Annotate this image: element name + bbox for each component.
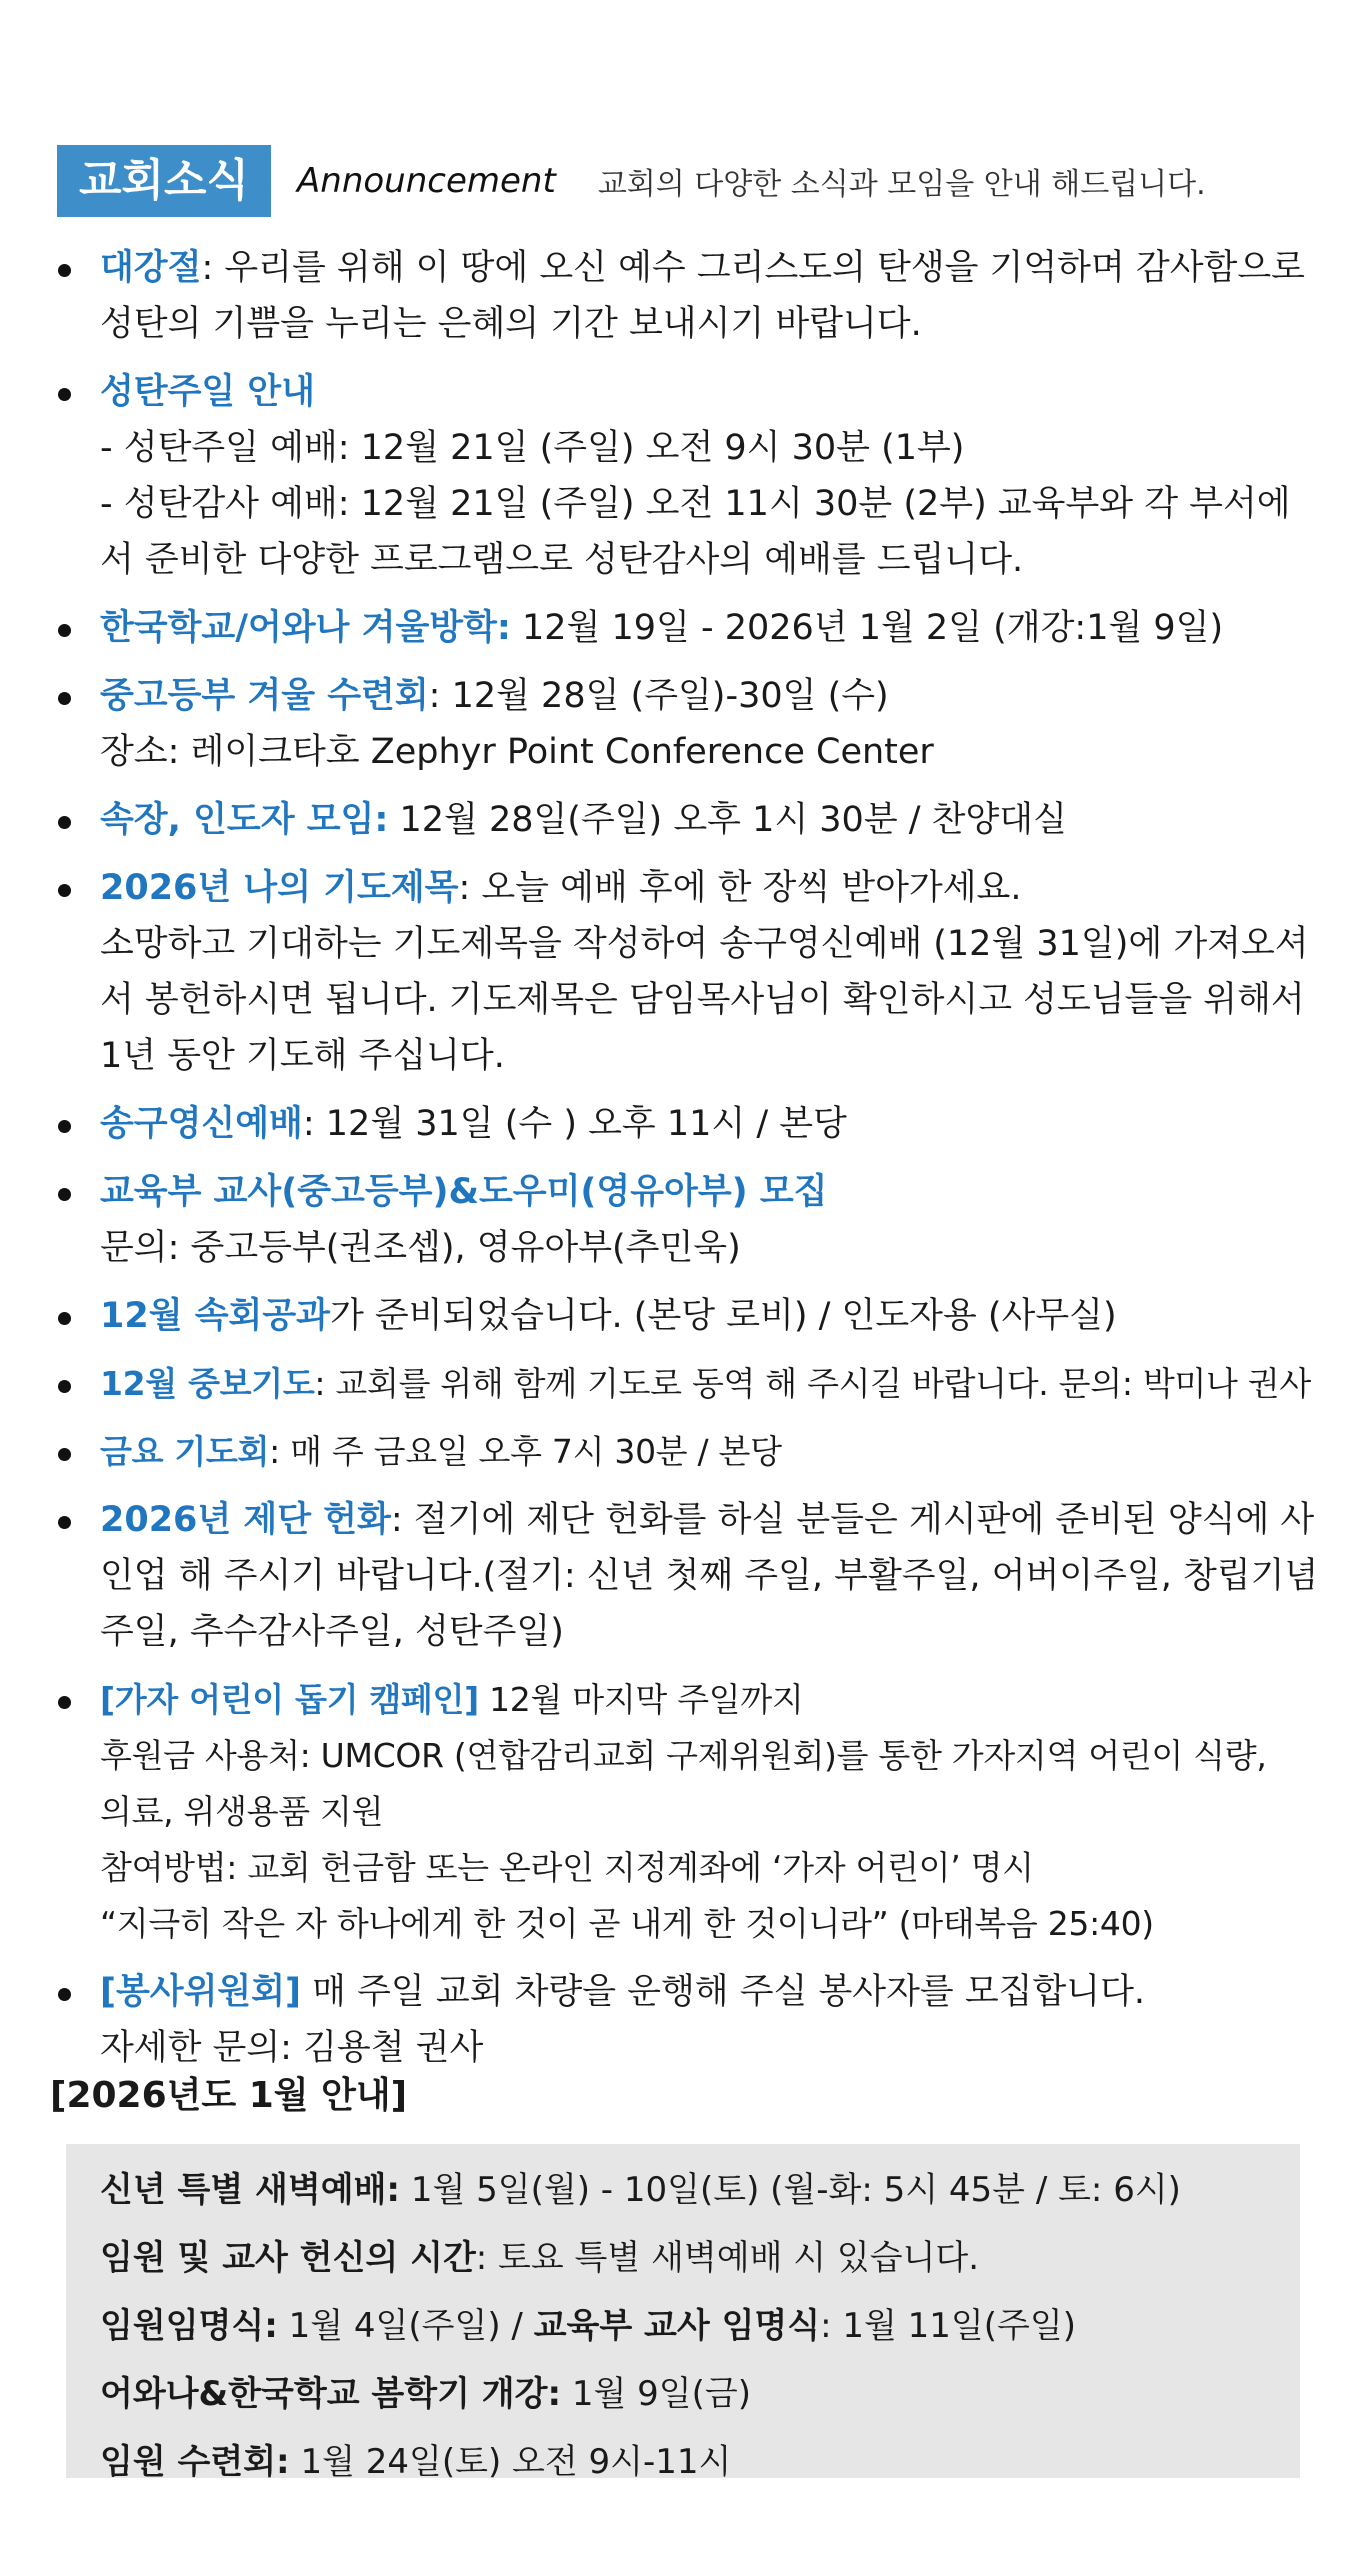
announcement-item-service [58,1964,1320,2076]
item-title: 성탄주일 안내 [100,372,316,412]
item-line: 자세한 문의: 김용철 권사 [100,2028,484,2068]
item-line: 서 준비한 다양한 프로그램으로 성탄감사의 예배를 드립니다. [100,540,1024,580]
item-title: 대강절 [100,248,202,288]
item-line: “지극히 작은 자 하나에게 한 것이 곧 내게 한 것이니라” (마태복음 25:40) [100,1904,1154,1943]
item-first-line [100,600,1320,656]
item-text: : 매 주 금요일 오후 7시 30분 / 본당 [269,1432,782,1471]
section-english-title: Announcement [297,161,556,201]
item-text: 12월 19일 - 2026년 1월 2일 (개강:1월 9일) [510,608,1224,648]
january-row-label: 임원 수련회: [100,2442,290,2482]
item-title: 2026년 나의 기도제목 [100,868,459,908]
january-row-text: : 1월 11일(주일) [820,2306,1076,2346]
item-title: 송구영신예배 [100,1104,303,1144]
item-first-line [100,364,1320,420]
item-first-line [100,240,1320,296]
item-line: 1년 동안 기도해 주십니다. [100,1036,505,1076]
item-line: 성탄의 기쁨을 누리는 은혜의 기간 보내시기 바랍니다. [100,304,922,344]
announcement-item-teachers [58,1164,1320,1276]
item-first-line [100,1424,1320,1480]
item-title: 중고등부 겨울 수련회 [100,676,429,716]
item-text: : 12월 31일 (수 ) 오후 11시 / 본당 [302,1104,847,1144]
bullet-dot [58,1120,71,1133]
bullet-dot [58,884,71,897]
item-first-line [100,792,1320,848]
item-title: 2026년 제단 헌화 [100,1500,391,1540]
item-first-line [100,860,1320,916]
january-row-text: 1월 5일(월) - 10일(토) (월-화: 5시 45분 / 토: 6시) [400,2170,1181,2210]
item-title: 12월 속회공과 [100,1296,330,1336]
bullet-dot [58,816,71,829]
announcement-item-christmas [58,364,1320,588]
item-text: : 교회를 위해 함께 기도로 동역 해 주시길 바랍니다. 문의: 박미나 권사 [314,1364,1311,1403]
item-line: - 성탄감사 예배: 12월 21일 (주일) 오전 11시 30분 (2부) 교육부와 각 부서에 [100,484,1291,524]
item-line: 의료, 위생용품 지원 [100,1792,384,1831]
announcement-item-retreat [58,668,1320,780]
january-row-label: 신년 특별 새벽예배: [100,2170,401,2210]
item-title: 한국학교/어와나 겨울방학: [100,608,511,648]
item-first-line [100,1288,1320,1344]
announcement-item-prayer-topic [58,860,1320,1084]
january-row-label: 어와나&한국학교 봄학기 개강: [100,2374,562,2414]
january-row [100,2224,1300,2292]
item-first-line [100,1672,1320,1728]
item-title: 금요 기도회 [100,1432,270,1471]
announcement-item-new-year-eve [58,1096,1320,1152]
announcement-item-booklet [58,1288,1320,1344]
announcement-item-winter-break [58,600,1320,656]
announcement-item-friday [58,1424,1320,1480]
bullet-dot [58,1448,71,1461]
bullet-dot [58,1188,71,1201]
item-text: 12월 28일(주일) 오후 1시 30분 / 찬양대실 [388,800,1067,840]
item-line: 서 봉헌하시면 됩니다. 기도제목은 담임목사님이 확인하시고 성도님들을 위해서 [100,980,1305,1020]
item-title: 12월 중보기도 [100,1364,315,1403]
item-line: 문의: 중고등부(권조셉), 영유아부(추민욱) [100,1228,741,1268]
bullet-dot [58,1988,71,2001]
january-row [100,2292,1300,2360]
bullet-dot [58,264,71,277]
item-line: 소망하고 기대하는 기도제목을 작성하여 송구영신예배 (12월 31일)에 가져오셔 [100,924,1309,964]
section-header [57,145,1206,217]
section-subtitle: 교회의 다양한 소식과 모임을 안내 해드립니다. [597,167,1206,202]
item-text: 매 주일 교회 차량을 운행해 주실 봉사자를 모집합니다. [301,1972,1145,2012]
item-first-line [100,1964,1320,2020]
item-title: [봉사위원회] [100,1972,302,2012]
announcement-item-gaza [58,1672,1320,1952]
item-title: 속장, 인도자 모임: [100,800,389,840]
january-row [100,2156,1300,2224]
item-first-line [100,1356,1320,1412]
item-line: - 성탄주일 예배: 12월 21일 (주일) 오전 9시 30분 (1부) [100,428,965,468]
january-row-label: 임원임명식: [100,2306,278,2346]
january-row [100,2360,1300,2428]
item-text: 12월 마지막 주일까지 [478,1680,804,1719]
announcement-item-leaders [58,792,1320,848]
bullet-dot [58,1516,71,1529]
bullet-dot [58,1696,71,1709]
item-first-line [100,1492,1320,1548]
announcement-item-altar [58,1492,1320,1660]
item-line: 참여방법: 교회 헌금함 또는 온라인 지정계좌에 ‘가자 어린이’ 명시 [100,1848,1034,1887]
item-text: : 우리를 위해 이 땅에 오신 예수 그리스도의 탄생을 기억하며 감사함으로 [201,248,1305,288]
item-line: 장소: 레이크타호 Zephyr Point Conference Center [100,732,934,772]
item-title: 교육부 교사(중고등부)&도우미(영유아부) 모집 [100,1172,828,1212]
item-line: 인업 해 주시기 바랍니다.(절기: 신년 첫째 주일, 부활주일, 어버이주일, 창립기념 [100,1556,1319,1596]
item-first-line [100,1096,1320,1152]
item-title: [가자 어린이 돕기 캠페인] [100,1680,479,1719]
bullet-dot [58,624,71,637]
bullet-dot [58,1312,71,1325]
bullet-dot [58,388,71,401]
item-line: 주일, 추수감사주일, 성탄주일) [100,1612,564,1652]
item-text: : 오늘 예배 후에 한 장씩 받아가세요. [458,868,1022,908]
january-row [100,2428,1300,2496]
item-line: 후원금 사용처: UMCOR (연합감리교회 구제위원회)를 통한 가자지역 어린이 식량, [100,1736,1267,1775]
january-title: [2026년도 1월 안내] [50,2075,408,2116]
january-row-label: 임원 및 교사 헌신의 시간 [100,2238,476,2278]
bullet-dot [58,692,71,705]
january-row-text: 1월 24일(토) 오전 9시-11시 [289,2442,732,2482]
january-row-text: 1월 9일(금) [561,2374,752,2414]
item-first-line [100,668,1320,724]
january-row-text: 1월 4일(주일) / [277,2306,534,2346]
january-info-box [66,2144,1300,2482]
item-first-line [100,1164,1320,1220]
bullet-dot [58,1380,71,1393]
january-row-label: 교육부 교사 임명식 [533,2306,821,2346]
section-badge: 교회소식 [57,145,271,217]
announcement-list [58,240,1320,2088]
announcement-item-intercession [58,1356,1320,1412]
item-text: 가 준비되었습니다. (본당 로비) / 인도자용 (사무실) [329,1296,1117,1336]
item-text: : 12월 28일 (주일)-30일 (수) [428,676,889,716]
january-row-text: : 토요 특별 새벽예배 시 있습니다. [475,2238,980,2278]
announcement-item-advent [58,240,1320,352]
item-text: : 절기에 제단 헌화를 하실 분들은 게시판에 준비된 양식에 사 [390,1500,1315,1540]
